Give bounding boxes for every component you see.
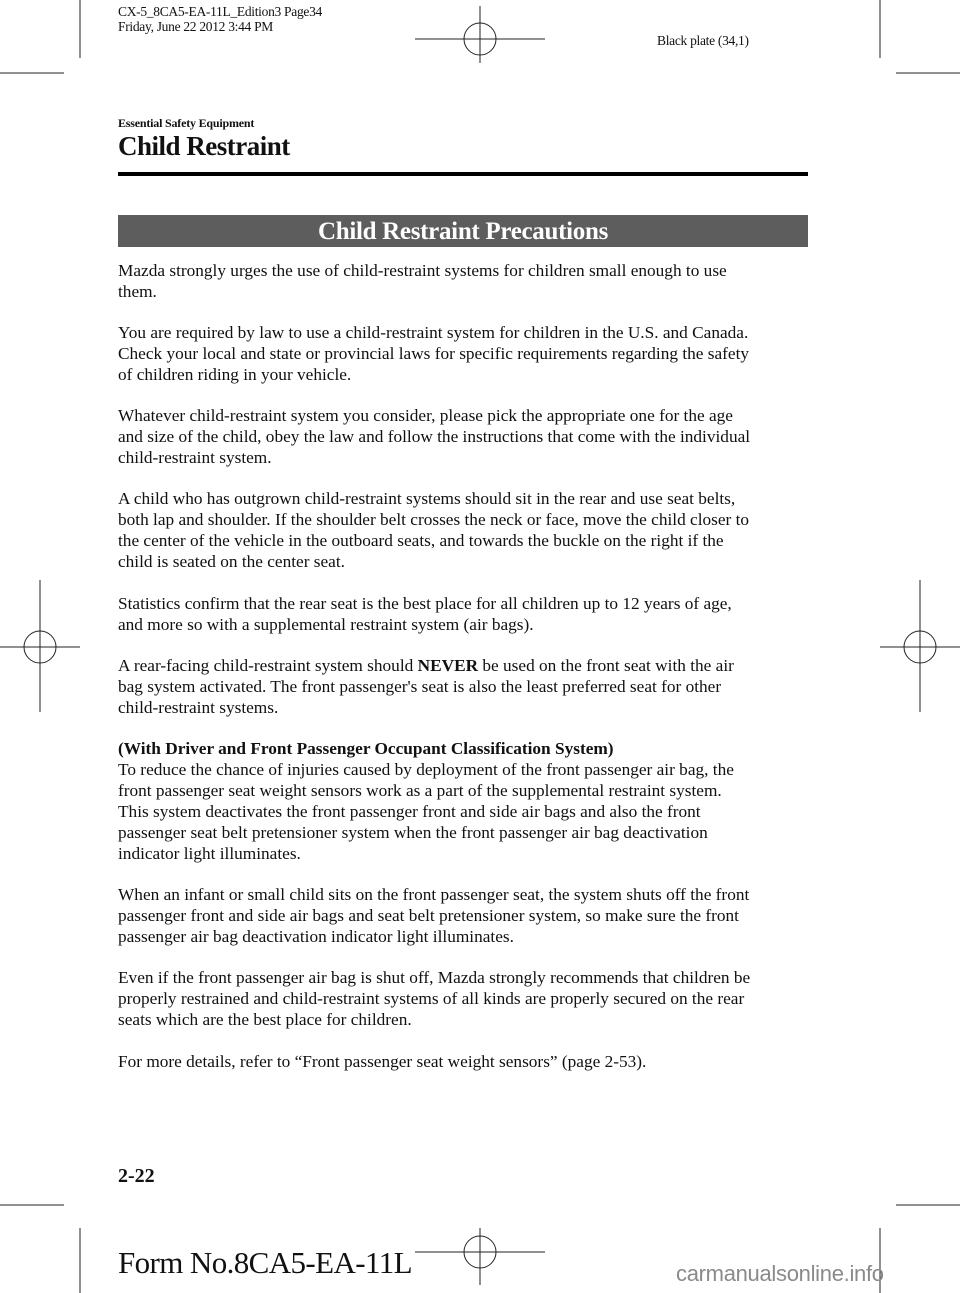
text-line: them. [118, 282, 157, 301]
text-line: For more details, refer to “Front passenger seat weight sensors” (page 2-53). [118, 1052, 647, 1071]
paragraph [118, 967, 750, 1030]
text-line: child is seated on the center seat. [118, 552, 345, 571]
text-line: both lap and shoulder. If the shoulder belt crosses the neck or face, move the child closer to [118, 510, 750, 529]
page-title: Child Restraint [118, 131, 290, 161]
paragraph [118, 593, 732, 635]
text-line: Even if the front passenger air bag is shut off, Mazda strongly recommends that children be [118, 968, 751, 987]
ocs-paragraph [118, 738, 734, 864]
paragraph [118, 260, 727, 302]
text-run: A rear-facing child-restraint system should [118, 656, 418, 675]
watermark: carmanualsonline.info [676, 1261, 884, 1286]
text-line: child-restraint systems. [118, 698, 279, 717]
text-line: the center of the vehicle in the outboard seats, and towards the buckle on the right if the [118, 531, 724, 550]
text-line: passenger front and side air bags and seat belt pretensioner system, so make sure the front [118, 906, 739, 925]
print-header [118, 4, 322, 34]
crosshair-top-icon [415, 6, 545, 63]
paragraph [118, 884, 749, 947]
text-line: passenger air bag deactivation indicator light illuminates. [118, 927, 514, 946]
paragraph [118, 322, 749, 385]
text-line: properly restrained and child-restraint systems of all kinds are properly secured on the rear [118, 989, 745, 1008]
text-line: and size of the child, obey the law and follow the instructions that come with the individual [118, 427, 751, 446]
text-line: To reduce the chance of injuries caused by deployment of the front passenger air bag, the [118, 760, 734, 779]
text-line: indicator light illuminates. [118, 844, 301, 863]
section-banner: Child Restraint Precautions [118, 215, 808, 247]
crosshair-bottom-icon [415, 1228, 545, 1285]
crosshair-right-icon [880, 580, 960, 712]
paragraph [118, 488, 749, 572]
text-line: Mazda strongly urges the use of child-restraint systems for children small enough to use [118, 261, 727, 280]
text-line: passenger seat belt pretensioner system when the front passenger air bag deactivation [118, 823, 708, 842]
paragraph [118, 405, 750, 468]
text-line: Whatever child-restraint system you consider, please pick the appropriate one for the age [118, 406, 733, 425]
text-run: be used on the front seat with the air [478, 656, 734, 675]
text-line: and more so with a supplemental restraint system (air bags). [118, 615, 534, 634]
text-line: Check your local and state or provincial laws for specific requirements regarding the safety [118, 344, 750, 363]
text-line: seats which are the best place for children. [118, 1010, 412, 1029]
text-line [118, 655, 734, 676]
title-rule [118, 172, 808, 176]
subheading: (With Driver and Front Passenger Occupant Classification System) [118, 739, 614, 758]
plate-info: Black plate (34,1) [657, 33, 749, 48]
text-line: Statistics confirm that the rear seat is the best place for all children up to 12 years of age, [118, 594, 732, 613]
section-label: Essential Safety Equipment [118, 116, 255, 130]
text-line: A child who has outgrown child-restraint systems should sit in the rear and use seat belts, [118, 489, 736, 508]
never-paragraph [118, 655, 734, 718]
text-line: You are required by law to use a child-restraint system for children in the U.S. and Canada. [118, 323, 749, 342]
form-number: Form No.8CA5-EA-11L [118, 1245, 412, 1280]
paragraph [118, 1051, 646, 1072]
crosshair-left-icon [0, 580, 80, 712]
text-line: bag system activated. The front passenger's seat is also the least preferred seat for other [118, 677, 722, 696]
text-line: child-restraint system. [118, 448, 272, 467]
text-line: When an infant or small child sits on the front passenger seat, the system shuts off the front [118, 885, 750, 904]
print-date: Friday, June 22 2012 3:44 PM [118, 19, 273, 34]
file-info: CX-5_8CA5-EA-11L_Edition3 Page34 [118, 4, 323, 19]
text-line: front passenger seat weight sensors work as a part of the supplemental restraint system. [118, 781, 722, 800]
text-line: This system deactivates the front passenger front and side air bags and also the front [118, 802, 701, 821]
text-line: of children riding in your vehicle. [118, 365, 352, 384]
emphasis-never: NEVER [417, 656, 479, 675]
page-number: 2-22 [118, 1165, 155, 1187]
